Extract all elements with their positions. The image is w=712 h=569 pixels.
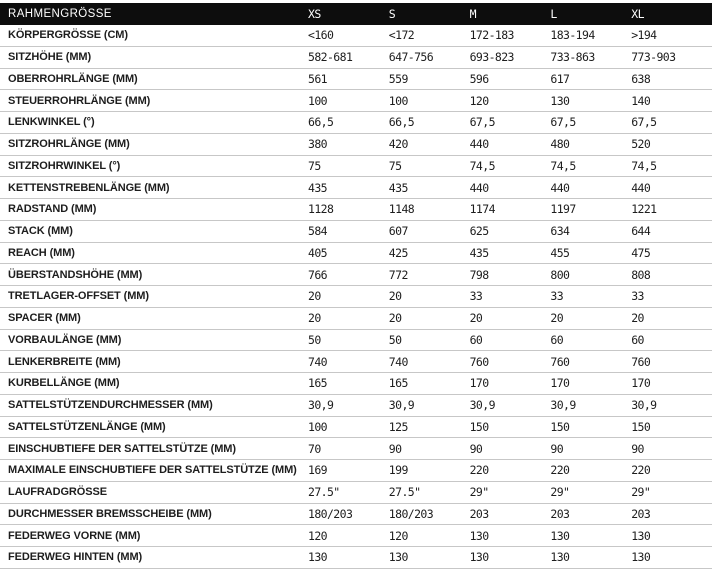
row-value: <172 — [388, 28, 415, 43]
row-value: 20 — [308, 289, 321, 304]
row-value: 90 — [469, 441, 483, 456]
row-value: 170 — [469, 376, 489, 391]
row-label: STACK (MM) — [8, 225, 73, 238]
row-label: SITZROHRLÄNGE (MM) — [8, 138, 130, 151]
row-label: SATTELSTÜTZENLÄNGE (MM) — [8, 420, 166, 433]
row-value: 74,5 — [631, 158, 657, 173]
row-value: 220 — [631, 463, 651, 478]
row-value: 199 — [388, 463, 408, 478]
row-label: EINSCHUBTIEFE DER SATTELSTÜTZE (MM) — [8, 442, 236, 455]
table-row — [0, 525, 712, 547]
row-value: 420 — [388, 137, 408, 152]
row-value: >194 — [631, 28, 657, 43]
row-value: 607 — [388, 224, 408, 239]
row-value: 33 — [550, 289, 564, 304]
table-title: RAHMENGRÖSSE — [8, 8, 112, 20]
row-value: 33 — [469, 289, 483, 304]
row-value: 740 — [388, 354, 408, 369]
row-value: 70 — [308, 441, 321, 456]
row-value: 559 — [388, 71, 408, 86]
row-value: 634 — [550, 224, 570, 239]
row-value: 440 — [550, 180, 570, 195]
row-value: 67,5 — [550, 115, 576, 130]
row-value: 644 — [631, 224, 651, 239]
table-row — [0, 47, 712, 69]
row-value: 772 — [388, 267, 408, 282]
row-value: 1174 — [469, 202, 495, 217]
row-value: 150 — [469, 419, 489, 434]
row-value: 130 — [550, 550, 570, 565]
row-label: REACH (MM) — [8, 246, 75, 259]
row-value: 1221 — [631, 202, 657, 217]
row-value: 27.5" — [308, 485, 340, 500]
row-value: 29" — [631, 485, 651, 500]
row-value: 130 — [631, 528, 651, 543]
row-label: RADSTAND (MM) — [8, 203, 97, 216]
row-label: TRETLAGER-OFFSET (MM) — [8, 290, 149, 303]
row-value: 100 — [388, 93, 408, 108]
row-value: 30,9 — [550, 398, 576, 413]
table-row — [0, 112, 712, 134]
row-value: 647-756 — [388, 50, 434, 65]
row-value: 30,9 — [388, 398, 415, 413]
row-value: 435 — [388, 180, 408, 195]
column-header-l: L — [550, 7, 557, 21]
row-value: 130 — [550, 528, 570, 543]
row-value: 130 — [550, 93, 570, 108]
row-value: 90 — [631, 441, 644, 456]
row-value: 20 — [550, 311, 564, 326]
row-value: 203 — [469, 506, 489, 521]
row-value: 27.5" — [388, 485, 421, 500]
row-value: 30,9 — [469, 398, 495, 413]
row-value: 1148 — [388, 202, 415, 217]
row-value: 455 — [550, 245, 570, 260]
row-value: 60 — [550, 332, 564, 347]
row-value: 60 — [469, 332, 483, 347]
row-value: 66,5 — [388, 115, 415, 130]
row-label: STEUERROHRLÄNGE (MM) — [8, 94, 151, 107]
row-value: 617 — [550, 71, 570, 86]
row-label: FEDERWEG HINTEN (MM) — [8, 551, 143, 564]
row-value: 75 — [308, 158, 321, 173]
table-row — [0, 482, 712, 504]
row-value: 582-681 — [308, 50, 353, 65]
table-row — [0, 134, 712, 156]
row-value: 29" — [469, 485, 489, 500]
row-value: 180/203 — [308, 506, 353, 521]
table-row — [0, 25, 712, 47]
row-value: 440 — [469, 137, 489, 152]
row-label: OBERROHRLÄNGE (MM) — [8, 72, 138, 85]
table-row — [0, 417, 712, 439]
row-value: 120 — [308, 528, 327, 543]
row-value: 150 — [550, 419, 570, 434]
row-value: 130 — [308, 550, 327, 565]
row-value: 380 — [308, 137, 327, 152]
row-value: 30,9 — [308, 398, 334, 413]
row-value: 29" — [550, 485, 570, 500]
row-label: KÖRPERGRÖSSE (CM) — [8, 29, 128, 42]
table-row — [0, 330, 712, 352]
row-label: LAUFRADGRÖSSE — [8, 486, 107, 499]
row-label: LENKWINKEL (°) — [8, 116, 95, 129]
row-value: 170 — [631, 376, 651, 391]
row-value: 169 — [308, 463, 327, 478]
row-label: KURBELLÄNGE (MM) — [8, 377, 120, 390]
row-value: 625 — [469, 224, 489, 239]
row-value: 220 — [469, 463, 489, 478]
row-label: SITZHÖHE (MM) — [8, 51, 92, 64]
row-label: KETTENSTREBENLÄNGE (MM) — [8, 181, 170, 194]
row-value: 20 — [388, 289, 402, 304]
row-value: 130 — [388, 550, 408, 565]
row-value: 30,9 — [631, 398, 657, 413]
row-value: 50 — [308, 332, 321, 347]
row-value: 1128 — [308, 202, 334, 217]
row-label: VORBAULÄNGE (MM) — [8, 333, 122, 346]
row-label: ÜBERSTANDSHÖHE (MM) — [8, 268, 143, 281]
row-value: 100 — [308, 93, 327, 108]
row-label: LENKERBREITE (MM) — [8, 355, 121, 368]
row-value: 60 — [631, 332, 644, 347]
row-value: 20 — [469, 311, 483, 326]
table-row — [0, 156, 712, 178]
table-row — [0, 504, 712, 526]
row-value: <160 — [308, 28, 334, 43]
row-value: 596 — [469, 71, 489, 86]
row-value: 203 — [631, 506, 651, 521]
row-value: 638 — [631, 71, 651, 86]
table-row — [0, 286, 712, 308]
row-label: FEDERWEG VORNE (MM) — [8, 529, 141, 542]
row-value: 90 — [388, 441, 402, 456]
row-value: 172-183 — [469, 28, 514, 43]
table-row — [0, 351, 712, 373]
table-row — [0, 177, 712, 199]
row-value: 203 — [550, 506, 570, 521]
row-value: 150 — [631, 419, 651, 434]
table-row — [0, 243, 712, 265]
row-value: 120 — [388, 528, 408, 543]
row-value: 561 — [308, 71, 327, 86]
row-value: 130 — [469, 550, 489, 565]
row-value: 130 — [469, 528, 489, 543]
table-row — [0, 199, 712, 221]
row-value: 440 — [469, 180, 489, 195]
row-value: 125 — [388, 419, 408, 434]
row-value: 130 — [631, 550, 651, 565]
row-value: 766 — [308, 267, 327, 282]
column-header-s: S — [388, 7, 396, 21]
column-header-xs: XS — [308, 7, 321, 21]
row-value: 760 — [469, 354, 489, 369]
column-header-xl: XL — [631, 7, 645, 21]
row-value: 733-863 — [550, 50, 595, 65]
row-value: 1197 — [550, 202, 576, 217]
row-value: 74,5 — [550, 158, 576, 173]
row-value: 50 — [388, 332, 402, 347]
row-value: 440 — [631, 180, 651, 195]
row-value: 66,5 — [308, 115, 334, 130]
row-value: 405 — [308, 245, 327, 260]
row-value: 183-194 — [550, 28, 595, 43]
row-label: SATTELSTÜTZENDURCHMESSER (MM) — [8, 399, 213, 412]
row-value: 800 — [550, 267, 570, 282]
row-value: 20 — [631, 311, 644, 326]
row-value: 74,5 — [469, 158, 495, 173]
table-row — [0, 373, 712, 395]
row-value: 20 — [388, 311, 402, 326]
row-value: 425 — [388, 245, 408, 260]
row-value: 180/203 — [388, 506, 434, 521]
row-value: 773-903 — [631, 50, 676, 65]
row-value: 808 — [631, 267, 651, 282]
row-value: 798 — [469, 267, 489, 282]
row-value: 584 — [308, 224, 327, 239]
table-body — [0, 25, 712, 569]
row-value: 140 — [631, 93, 651, 108]
row-value: 520 — [631, 137, 651, 152]
row-value: 90 — [550, 441, 564, 456]
row-label: DURCHMESSER BREMSSCHEIBE (MM) — [8, 507, 212, 520]
table-row — [0, 264, 712, 286]
table-row — [0, 90, 712, 112]
row-value: 33 — [631, 289, 644, 304]
row-value: 435 — [308, 180, 327, 195]
column-header-m: M — [469, 7, 477, 21]
row-value: 693-823 — [469, 50, 514, 65]
table-row — [0, 460, 712, 482]
table-row — [0, 221, 712, 243]
row-value: 435 — [469, 245, 489, 260]
table-header-row — [0, 3, 712, 25]
row-value: 480 — [550, 137, 570, 152]
row-value: 20 — [308, 311, 321, 326]
row-value: 475 — [631, 245, 651, 260]
table-row — [0, 395, 712, 417]
row-value: 170 — [550, 376, 570, 391]
row-value: 67,5 — [631, 115, 657, 130]
table-row — [0, 69, 712, 91]
row-value: 220 — [550, 463, 570, 478]
row-value: 165 — [308, 376, 327, 391]
row-value: 760 — [550, 354, 570, 369]
row-label: MAXIMALE EINSCHUBTIEFE DER SATTELSTÜTZE (MM) — [8, 464, 297, 477]
row-value: 760 — [631, 354, 651, 369]
row-label: SPACER (MM) — [8, 312, 81, 325]
table-row — [0, 547, 712, 569]
table-row — [0, 308, 712, 330]
row-value: 740 — [308, 354, 327, 369]
table-row — [0, 438, 712, 460]
row-value: 75 — [388, 158, 402, 173]
row-label: SITZROHRWINKEL (°) — [8, 159, 121, 172]
row-value: 165 — [388, 376, 408, 391]
row-value: 100 — [308, 419, 327, 434]
row-value: 120 — [469, 93, 489, 108]
row-value: 67,5 — [469, 115, 495, 130]
